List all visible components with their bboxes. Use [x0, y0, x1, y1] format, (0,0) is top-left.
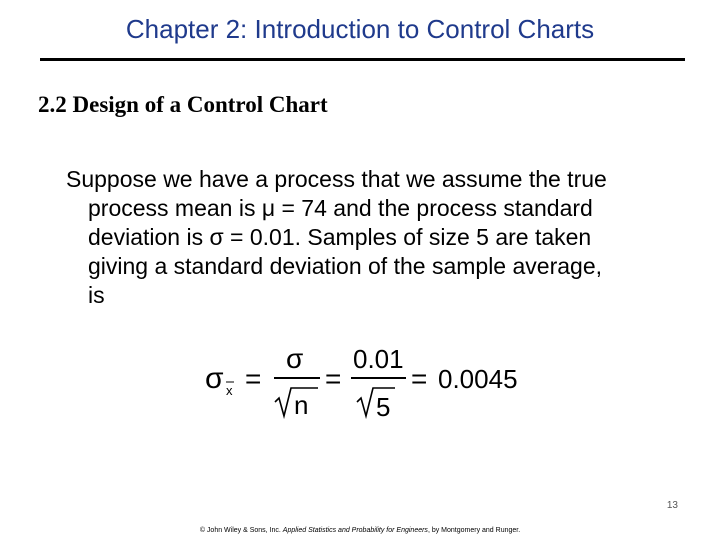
formula-frac2-denominator: 5 [376, 392, 391, 422]
slide-title: Chapter 2: Introduction to Control Charts [125, 14, 595, 44]
formula-equals-3: = [411, 363, 428, 394]
copyright-footer [0, 527, 720, 534]
formula-frac2-numerator: 0.01 [353, 344, 404, 374]
body-line: giving a standard deviation of the sample average, [88, 253, 602, 279]
body-line: process mean is μ = 74 and the process standard [88, 195, 593, 221]
body-line: is [88, 282, 105, 308]
title-divider [40, 58, 685, 61]
footer-prefix: © John Wiley & Sons, Inc. [199, 527, 283, 534]
formula-frac1-numerator: σ [286, 343, 304, 374]
footer-suffix: , by Montgomery and Runger. [427, 527, 521, 534]
formula-lhs-subscript: x [226, 383, 233, 398]
body-line: Suppose we have a process that we assume the true [66, 166, 607, 192]
formula-equals-2: = [325, 363, 342, 394]
body-line: deviation is σ = 0.01. Samples of size 5 are taken [88, 224, 592, 250]
section-heading: 2.2 Design of a Control Chart [38, 92, 328, 117]
formula-lhs-sigma: σ [205, 362, 224, 395]
standard-error-formula [205, 338, 525, 428]
formula-equals-1: = [245, 363, 262, 394]
page-number: 13 [666, 500, 678, 511]
formula-frac1-denominator: n [294, 390, 309, 420]
body-paragraph [66, 165, 676, 310]
footer-book-title: Applied Statistics and Probability for Engineers [282, 527, 428, 534]
formula-result: 0.0045 [438, 364, 518, 394]
